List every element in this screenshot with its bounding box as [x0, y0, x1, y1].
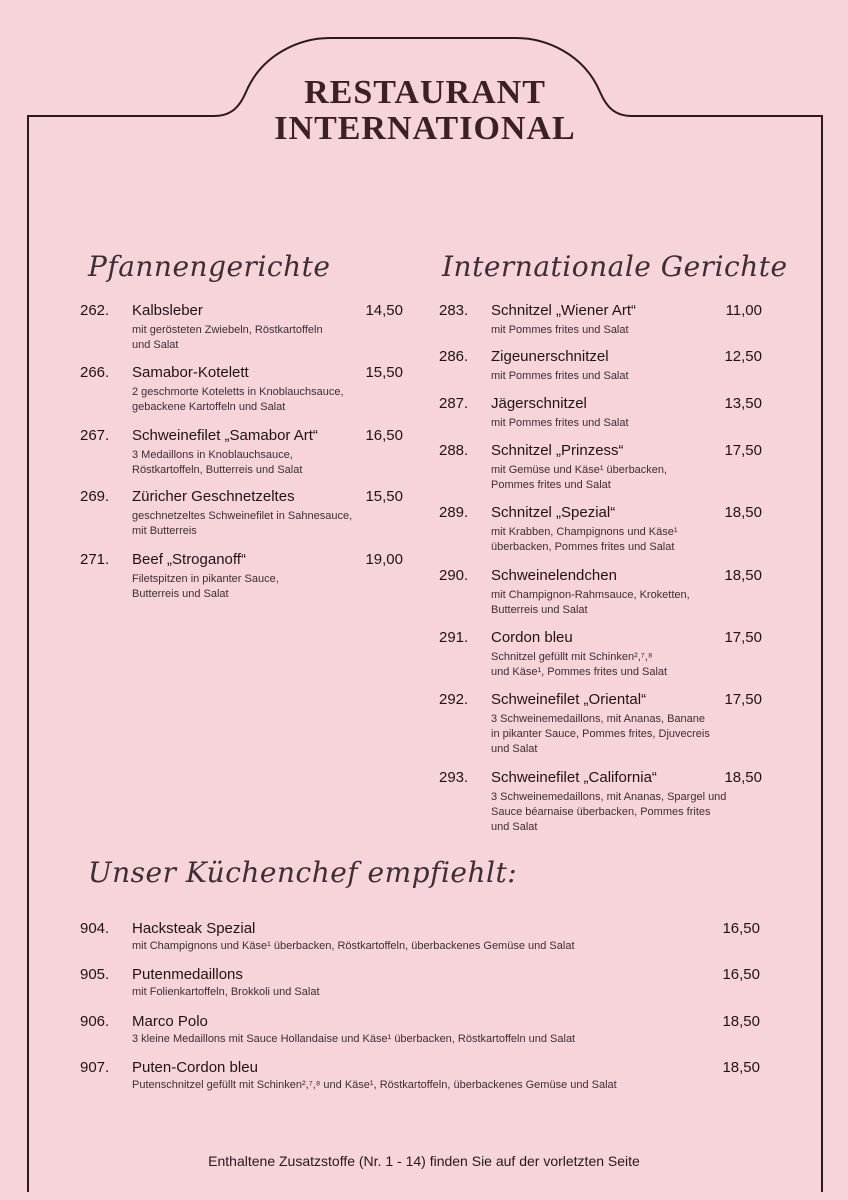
item-description: mit Gemüse und Käse¹ überbacken, — [491, 464, 668, 476]
item-description: Röstkartoffeln, Butterreis und Salat — [132, 464, 303, 476]
item-description: mit Pommes frites und Salat — [491, 370, 629, 382]
item-name: Schweinefilet „Oriental“ — [491, 691, 647, 708]
menu-item — [439, 348, 762, 382]
item-name: Zigeunerschnitzel — [491, 348, 609, 365]
item-description: überbacken, Pommes frites und Salat — [491, 541, 675, 553]
menu-item — [80, 427, 403, 476]
menu-item — [439, 629, 762, 678]
item-number: 905. — [80, 966, 110, 983]
item-number: 286. — [439, 348, 469, 365]
item-description: Butterreis und Salat — [491, 604, 588, 616]
item-price: 15,50 — [365, 364, 403, 381]
item-number: 290. — [439, 567, 469, 584]
menu-item — [80, 488, 403, 537]
item-description: 2 geschmorte Koteletts in Knoblauchsauce, — [132, 386, 344, 398]
item-description: 3 Schweinemedaillons, mit Ananas, Spargel und — [491, 791, 727, 803]
item-name: Schnitzel „Spezial“ — [491, 504, 616, 521]
item-name: Samabor-Kotelett — [132, 364, 249, 381]
menu-item — [80, 364, 403, 413]
item-name: Marco Polo — [132, 1013, 208, 1030]
item-price: 18,50 — [722, 1013, 760, 1030]
item-number: 262. — [80, 302, 110, 319]
menu-item — [439, 302, 762, 336]
item-price: 18,50 — [722, 1059, 760, 1076]
item-description: Schnitzel gefüllt mit Schinken²,⁷,⁸ — [491, 651, 653, 663]
item-name: Hacksteak Spezial — [132, 920, 256, 937]
section-title-kuechenchef: Unser Küchenchef empfiehlt: — [88, 856, 518, 889]
item-number: 271. — [80, 551, 110, 568]
item-price: 19,00 — [365, 551, 403, 568]
item-description: geschnetzeltes Schweinefilet in Sahnesauce, — [132, 510, 353, 522]
menu-item — [439, 504, 762, 553]
item-description: gebackene Kartoffeln und Salat — [132, 401, 286, 413]
item-number: 287. — [439, 395, 469, 412]
item-description: mit Champignon-Rahmsauce, Kroketten, — [491, 589, 690, 601]
item-name: Schweinefilet „Samabor Art“ — [132, 427, 318, 444]
item-number: 283. — [439, 302, 469, 319]
item-description: 3 kleine Medaillons mit Sauce Hollandaise und Käse¹ überbacken, Röstkartoffeln und Salat — [132, 1033, 576, 1045]
menu-item — [439, 769, 762, 833]
menu-item — [80, 920, 760, 952]
item-number: 288. — [439, 442, 469, 459]
item-number: 291. — [439, 629, 469, 646]
item-description: und Käse¹, Pommes frites und Salat — [491, 666, 668, 678]
item-price: 15,50 — [365, 488, 403, 505]
item-price: 17,50 — [724, 442, 762, 459]
item-price: 16,50 — [722, 966, 760, 983]
menu-item — [80, 1059, 760, 1091]
item-number: 906. — [80, 1013, 110, 1030]
item-description: Butterreis und Salat — [132, 588, 229, 600]
item-description: mit Pommes frites und Salat — [491, 324, 629, 336]
menu-item — [80, 551, 403, 600]
item-description: Pommes frites und Salat — [491, 479, 611, 491]
item-price: 11,00 — [725, 302, 762, 319]
restaurant-title-line2: INTERNATIONAL — [274, 110, 576, 147]
item-price: 13,50 — [724, 395, 762, 412]
footer-note: Enthaltene Zusatzstoffe (Nr. 1 - 14) finden Sie auf der vorletzten Seite — [208, 1153, 640, 1169]
item-name: Cordon bleu — [491, 629, 573, 646]
item-number: 289. — [439, 504, 469, 521]
item-description: 3 Medaillons in Knoblauchsauce, — [132, 449, 293, 461]
item-price: 16,50 — [722, 920, 760, 937]
menu-item — [80, 1013, 760, 1045]
item-description: 3 Schweinemedaillons, mit Ananas, Banane — [491, 713, 706, 725]
item-price: 14,50 — [365, 302, 403, 319]
item-price: 18,50 — [724, 567, 762, 584]
item-number: 907. — [80, 1059, 110, 1076]
item-description: mit gerösteten Zwiebeln, Röstkartoffeln — [132, 324, 323, 336]
section-title-pfannengerichte: Pfannengerichte — [88, 250, 331, 283]
menu-item — [80, 302, 403, 351]
menu-item — [439, 442, 762, 491]
item-number: 293. — [439, 769, 469, 786]
restaurant-title-line1: RESTAURANT — [304, 74, 546, 111]
item-name: Schweinelendchen — [491, 567, 617, 584]
item-name: Kalbsleber — [132, 302, 203, 319]
menu-item — [439, 395, 762, 429]
item-price: 16,50 — [365, 427, 403, 444]
item-price: 17,50 — [724, 629, 762, 646]
item-description: und Salat — [491, 821, 538, 833]
item-number: 292. — [439, 691, 469, 708]
menu-item — [439, 567, 762, 616]
item-description: und Salat — [491, 743, 538, 755]
item-description: und Salat — [132, 339, 179, 351]
item-price: 17,50 — [724, 691, 762, 708]
item-price: 12,50 — [724, 348, 762, 365]
item-name: Puten-Cordon bleu — [132, 1059, 258, 1076]
item-name: Beef „Stroganoff“ — [132, 551, 246, 568]
item-name: Schweinefilet „California“ — [491, 769, 657, 786]
item-description: mit Pommes frites und Salat — [491, 417, 629, 429]
item-description: mit Krabben, Champignons und Käse¹ — [491, 526, 678, 538]
item-description: mit Folienkartoffeln, Brokkoli und Salat — [132, 986, 320, 998]
item-description: mit Butterreis — [132, 525, 197, 537]
menu-item — [80, 966, 760, 998]
item-number: 269. — [80, 488, 110, 505]
item-number: 267. — [80, 427, 110, 444]
item-name: Züricher Geschnetzeltes — [132, 488, 295, 505]
item-price: 18,50 — [724, 504, 762, 521]
item-description: Putenschnitzel gefüllt mit Schinken²,⁷,⁸ und Käse¹, Röstkartoffeln, überbackenes Gemüse und Salat — [132, 1079, 617, 1091]
section-title-internationale-gerichte: Internationale Gerichte — [442, 250, 788, 283]
item-name: Jägerschnitzel — [491, 395, 587, 412]
item-description: mit Champignons und Käse¹ überbacken, Röstkartoffeln, überbackenes Gemüse und Salat — [132, 940, 575, 952]
item-name: Schnitzel „Prinzess“ — [491, 442, 624, 459]
item-description: Sauce béarnaise überbacken, Pommes frites — [491, 806, 711, 818]
item-number: 904. — [80, 920, 110, 937]
item-name: Putenmedaillons — [132, 966, 243, 983]
item-number: 266. — [80, 364, 110, 381]
item-description: in pikanter Sauce, Pommes frites, Djuvecreis — [491, 728, 710, 740]
item-name: Schnitzel „Wiener Art“ — [491, 302, 637, 319]
item-description: Filetspitzen in pikanter Sauce, — [132, 573, 279, 585]
item-price: 18,50 — [724, 769, 762, 786]
menu-item — [439, 691, 762, 755]
